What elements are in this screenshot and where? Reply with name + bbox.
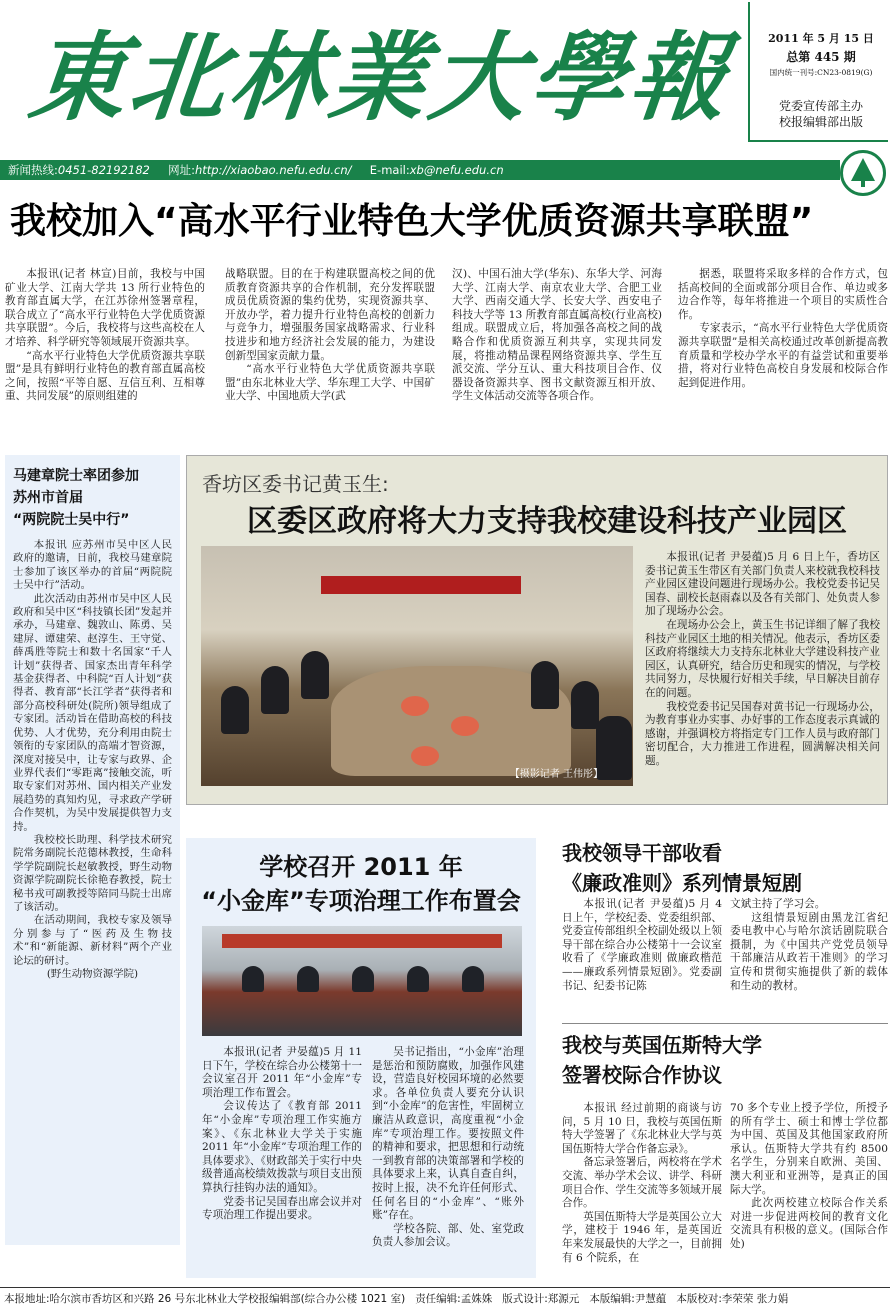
uk-article [562,1030,888,1275]
feature-body: 本报讯(记者 尹晏蕴)5 月 6 日上午，香坊区委书记黄玉生带区有关部门负责人来校就我校科技产业园区建设问题进行现场办公。我校党委书记吴国春、副校长赵雨森以及各有关部门、处负责人参加了现场办公会。 在现场办公会上，黄玉生书记详细了解了我校科技产业园区土地的相关情况。他表示，香坊区委区政府将继续大力支持东北林业大学建设科技产业园区，认真研究，结合历史和现实的情况，与学校共同努力，尽快履行好相关手续，早日解决目前存在的问题。 我校党委书记吴国春对黄书记一行现场办公，为教育事业办实事、办好事的工作态度表示真诚的感谢，并强调校方将指定专门工作人员与政府部门密切配合，大力推进工作进程，圆满解决相关问题。 [645,551,880,767]
web-link[interactable]: http://xiaobao.nefu.edu.cn/ [194,163,352,177]
feature-kicker: 香坊区委书记黄玉生: [202,472,389,496]
footer [0,1287,890,1307]
university-logo [840,150,886,196]
divider [562,1023,888,1024]
hotline-number: 0451-82192182 [57,163,150,177]
jinku-title: 学校召开 2011 年 “小金库”专项治理工作布置会 [201,853,521,915]
uk-body-left: 本报讯 经过前期的商谈与访问，5 月 10 日，我校与英国伍斯特大学签署了《东北林业大学与英国伍斯特大学合作备忘录》。 备忘录签署后，两校将在学术交流、举办学术会议、讲学、科研项目合作、学生交流等多领域开展合作。 英国伍斯特大学是英国公立大学，建校于 1946 年，是英国近年来发展最快的大学之一，目前拥有 6 个院系，在 [562,1102,722,1264]
lead-column-3: 汉)、中国石油大学(华东)、东华大学、河海大学、江南大学、南京农业大学、合肥工业大学、西南交通大学、长安大学、西安电子科技大学等 13 所教育部直属高校(行业高校)组成。联盟成立后，将加强各高校之间的战略合作和优质资源互利共享，实现共同发展，将推动精品课程网络资源共享、学生互派交流、学分互认、重大科技项目合作、仪器设备资源共享、图书文献资源互相开放、学生文体活动交流等各项合作。 [452,268,662,403]
publisher-line2: 校报编辑部出版 [778,115,863,129]
lianzheng-body-left: 本报讯(记者 尹晏蕴)5 月 4 日上午，学校纪委、党委组织部、党委宣传部组织全校副处级以上领导干部在综合办公楼第十一会议室收看了《学廉政准则 做廉政楷范——廉政系列情景短剧》。党委副书记、纪委书记陈 [562,898,722,992]
footer-address: 本报地址:哈尔滨市香坊区和兴路 26 号东北林业大学校报编辑部(综合办公楼 1021 室) [4,1293,406,1305]
uk-title: 我校与英国伍斯特大学 签署校际合作协议 [562,1033,762,1087]
jinku-body-right: 吴书记指出，“小金库”治理是惩治和预防腐败，加强作风建设，营造良好校园环境的必然要求。各单位负责人要充分认识到“小金库”的危害性，牢固树立廉洁从政意识，高度重视“小金库”专项治理工作。要按照文件的精神和要求，把思想和行动统一到教育部的决策部署和学校的具体要求上来，认真自查自纠，按时上报，决不允许任何形式、任何名目的“小金库”、“账外账”存在。 学校各院、部、处、室党政负责人参加会议。 [372,1046,524,1249]
issue-info-box [748,2,888,142]
lead-headline: 我校加入“高水平行业特色大学优质资源共享联盟” [10,201,814,242]
issue-cn: 国内统一刊号:CN23-0819(G) [769,68,873,77]
lianzheng-title: 我校领导干部收看 《廉政准则》系列情景短剧 [562,841,802,895]
footer-page-editor: 本版编辑:尹慧蕴 [589,1293,667,1305]
masthead [0,0,890,160]
issue-date: 2011 年 5 月 15 日 [768,32,874,45]
sidebar-title: 马建章院士率团参加 苏州市首届 “两院院士吴中行” [13,468,139,528]
jinku-body-left: 本报讯(记者 尹晏蕴)5 月 11 日下午，学校在综合办公楼第十一会议室召开 2011 年“小金库”专项治理工作布置会。 会议传达了《教育部 2011 年“小金库”专项治理工作实施方案》、《东北林业大学关于实施 2011 年“小金库”专项治理工作的具体要求》、《财政部关于实行中央级普通高校绩效拨款与项目支出预算执行挂钩办法的通知》。 党委书记吴国春出席会议并对专项治理工作提出要求。 [202,1046,362,1222]
web-label: 网址: [168,163,195,177]
footer-design: 版式设计:郑源元 [502,1293,580,1305]
email-link[interactable]: xb@nefu.edu.cn [409,163,504,177]
jinku-article [186,838,536,1278]
photo-caption: 【摄影记者 王伟彤】 [509,769,603,780]
sidebar-source: (野生动物资源学院) [46,968,139,980]
footer-proof: 本版校对:李荣荣 张力娟 [676,1293,789,1305]
lianzheng-article [562,838,888,1018]
lianzheng-body-right: 文斌主持了学习会。 这组情景短剧由黑龙江省纪委电教中心与哈尔滨话剧院联合摄制，为《中国共产党党员领导干部廉洁从政若干准则》的学习宣传和贯彻实施提供了新的载体和生动的教材。 [730,898,888,992]
contact-strip [0,160,840,180]
meeting-photo-2 [202,926,522,1036]
issue-number: 总第 445 期 [786,50,856,64]
sidebar-article: 马建章院士率团参加 苏州市首届 “两院院士吴中行” 本报讯 应苏州市吴中区人民政府的邀请，日前，我校马建章院士参加了该区举办的首届“两院院士吴中行”活动。 此次活动由苏州市吴中区人民政府和吴中区“科技镇长团”发起并承办，马建章、魏敦山、陈勇、吴建屏、谭建荣、赵淳生、王守觉、薛禹胜等院士和数十名国家“千人计划”获得者、国家杰出青年科学基金获得者、中科院“百人计划”获得者、教育部“长江学者”获得者和部分高校科研处(院所)领导组成了专家团。活动旨在借助高校的科技优势、人才优势，充分利用由院士领衔的专家团队的高端才智资源，深度对接吴中，让专家与政界、企业界代表们“零距离”接触交流，听取专家们对苏州、国内相关产业发展趋势的真知灼见，寻求政产学研合作契机，为吴中发展提供智力支持。 我校校长助理、科学技术研究院常务副院长范德林教授，生命科学学院副院长赵敏教授，野生动物资源学院副院长徐艳春教授，院士秘书戎可副教授等陪同马院士出席了该活动。 在活动期间，我校专家及领导分别参与了“医药及生物技术”和“新能源、新材料”两个产业论坛的研讨。 (野生动物资源学院) [5,455,180,1245]
publisher-line1: 党委宣传部主办 [778,99,863,113]
hotline-label: 新闻热线: [8,163,58,177]
lead-column-2: 战略联盟。目的在于构建联盟高校之间的优质教育资源共享的合作机制，充分发挥联盟成员优质资源的集约优势，实现资源共享、开放办学，着力提升行业特色高校的创新力与竞争力，增强服务国家战略需求、行业科技进步和地方经济社会发展的能力，为建设创新型国家贡献力量。 “高水平行业特色大学优质资源共享联盟”由东北林业大学、华东理工大学、中国矿业大学、中国地质大学(武 [225,268,435,403]
feature-title: 区委区政府将大力支持我校建设科技产业园区 [247,504,847,539]
meeting-photo [201,546,633,786]
tree-icon [843,153,883,193]
newspaper-title: 東北林業大學報 [24,21,736,134]
publisher [760,98,882,130]
uk-body-right: 70 多个专业上授予学位，所授予的所有学士、硕士和博士学位都为中国、英国及其他国家政府所承认。伍斯特大学共有约 8500 名学生，分别来自欧洲、美国、澳大利亚和亚洲等，是真正的国际大学。 此次两校建立校际合作关系对进一步促进两校间的教育文化交流具有积极的意义。(国际合作处) [730,1102,888,1250]
lead-column-1: 本报讯(记者 林宣)目前，我校与中国矿业大学、江南大学共 13 所行业特色的教育部直属大学，在江苏徐州签署章程，联合成立了“高水平行业特色大学优质资源共享联盟”。今后，我校将与这些高校在人才培养、科学研究等领域展开资源共享。 “高水平行业特色大学优质资源共享联盟”是具有鲜明行业特色的教育部直属高校之间，按照“平等自愿、互信互利、互相尊重、共同发展”的原则组建的 [5,268,205,403]
feature-article [186,455,888,805]
email-label: E-mail: [369,163,410,177]
footer-editor: 责任编辑:孟姝姝 [415,1293,493,1305]
lead-column-4: 据悉，联盟将采取多样的合作方式，包括高校间的全面或部分项目合作、单边或多边合作等，每年将推进一个项目的实质性合作。 专家表示，“高水平行业特色大学优质资源共享联盟”是相关高校通过改革创新提高教育质量和学校办学水平的有益尝试和重要举措，将对行业特色高校自身发展和校际合作起到促进作用。 [678,268,888,389]
